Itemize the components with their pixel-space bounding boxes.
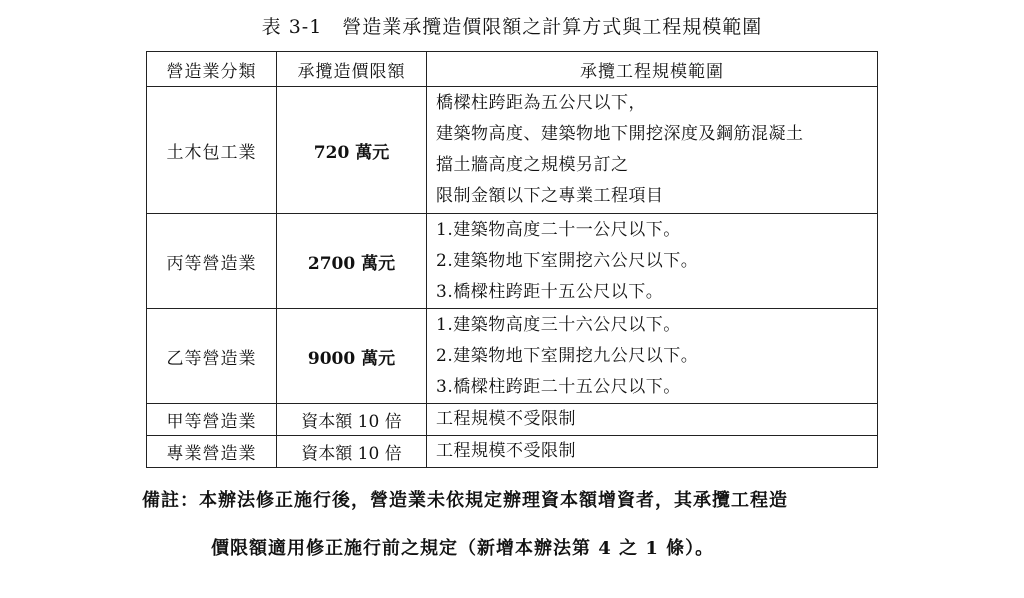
category-cell: 專業營造業 bbox=[147, 436, 277, 468]
contractor-limit-table bbox=[146, 51, 878, 468]
scope-cell bbox=[427, 87, 878, 214]
scope-line: 橋樑柱跨距為五公尺以下， bbox=[436, 93, 646, 113]
scope-cell bbox=[427, 436, 878, 468]
scope-line: 擋土牆高度之規模另訂之 bbox=[436, 155, 629, 175]
scope-line: 限制金額以下之專業工程項目 bbox=[436, 186, 664, 206]
scope-cell bbox=[427, 404, 878, 436]
limit-cell: 資本額 10 倍 bbox=[277, 404, 427, 436]
table-row bbox=[147, 214, 878, 309]
scope-line: 2.建築物地下室開挖六公尺以下。 bbox=[436, 250, 699, 271]
scope-line: 建築物高度、建築物地下開挖深度及鋼筋混凝土 bbox=[436, 124, 804, 144]
scope-cell bbox=[427, 214, 878, 309]
category-cell: 乙等營造業 bbox=[147, 309, 277, 404]
scope-cell bbox=[427, 309, 878, 404]
scope-line: 1.建築物高度三十六公尺以下。 bbox=[436, 314, 681, 335]
table-row bbox=[147, 436, 878, 468]
scope-line: 1.建築物高度二十一公尺以下。 bbox=[436, 219, 681, 240]
scope-line: 3.橋樑柱跨距十五公尺以下。 bbox=[436, 281, 664, 302]
scope-line: 3.橋樑柱跨距二十五公尺以下。 bbox=[436, 376, 681, 397]
table-caption: 表 3-1 營造業承攬造價限額之計算方式與工程規模範圍 bbox=[261, 16, 763, 38]
scope-line: 工程規模不受限制 bbox=[436, 409, 576, 429]
limit-cell: 720 萬元 bbox=[277, 87, 427, 214]
table-row bbox=[147, 404, 878, 436]
limit-cell: 2700 萬元 bbox=[277, 214, 427, 309]
table-header-row bbox=[147, 52, 878, 87]
category-cell: 丙等營造業 bbox=[147, 214, 277, 309]
scope-line: 2.建築物地下室開挖九公尺以下。 bbox=[436, 345, 699, 366]
table-row bbox=[147, 309, 878, 404]
scope-line: 工程規模不受限制 bbox=[436, 441, 576, 461]
limit-cell: 資本額 10 倍 bbox=[277, 436, 427, 468]
header-category: 營造業分類 bbox=[147, 52, 277, 87]
footnote-line-1: 備註：本辦法修正施行後，營造業未依規定辦理資本額增資者，其承攬工程造 bbox=[142, 490, 788, 511]
limit-cell: 9000 萬元 bbox=[277, 309, 427, 404]
header-limit: 承攬造價限額 bbox=[277, 52, 427, 87]
header-scope: 承攬工程規模範圍 bbox=[427, 52, 878, 87]
category-cell: 土木包工業 bbox=[147, 87, 277, 214]
footnote-line-2: 價限額適用修正施行前之規定（新增本辦法第 4 之 1 條）。 bbox=[211, 538, 715, 559]
table-row bbox=[147, 87, 878, 214]
category-cell: 甲等營造業 bbox=[147, 404, 277, 436]
